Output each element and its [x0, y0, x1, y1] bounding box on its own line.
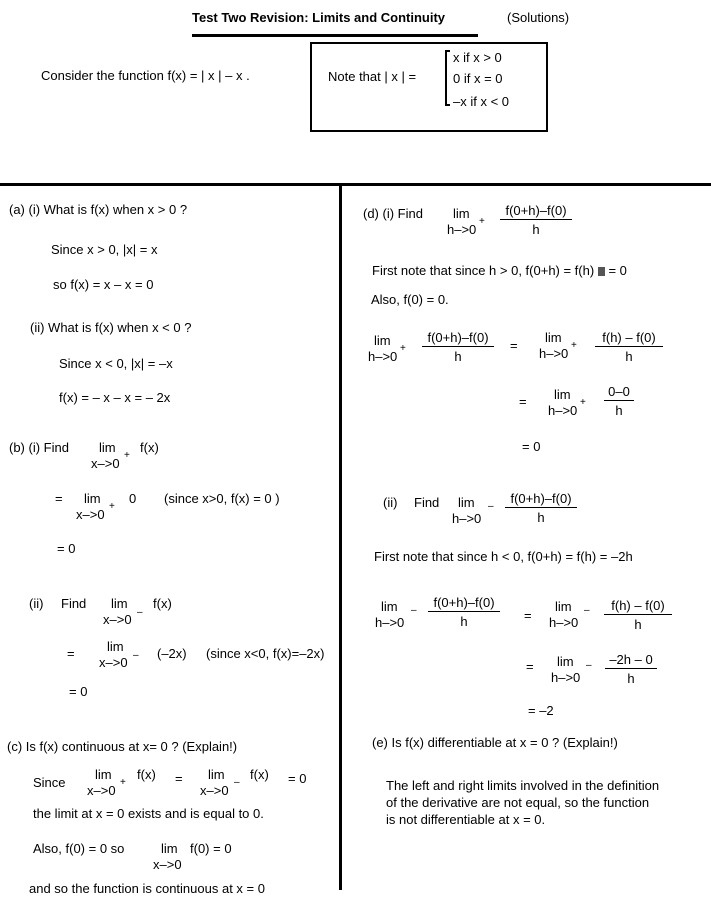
function-fx: f(x)	[250, 767, 269, 782]
page-subtitle: (Solutions)	[507, 10, 570, 25]
reason-b-ii: (since x<0, f(x)=–2x)	[206, 646, 325, 661]
lim-subscript: x–>0	[87, 783, 116, 798]
answer-a-line4: f(x) = – x – x = – 2x	[59, 390, 171, 405]
lim-label: lim	[381, 599, 398, 614]
brace-top	[445, 50, 450, 52]
lim-label: lim	[545, 330, 562, 345]
fraction-numerator: f(0+h)–f(0)	[510, 491, 572, 506]
case-zero: 0 if x = 0	[453, 71, 503, 86]
redaction-mark	[598, 267, 605, 276]
fraction-bar	[428, 611, 500, 612]
lim-label: lim	[458, 495, 475, 510]
plus-superscript: +	[580, 397, 586, 408]
function-fx: f(x)	[140, 440, 159, 455]
answer-e-line: of the derivative are not equal, so the function	[386, 795, 650, 810]
question-a-i: (a) (i) What is f(x) when x > 0 ?	[9, 202, 188, 217]
fraction-denominator: h	[634, 617, 642, 632]
equals-sign: =	[67, 646, 75, 661]
lim-label: lim	[84, 491, 101, 506]
equals-zero: = 0	[288, 771, 307, 786]
answer-c-line2: the limit at x = 0 exists and is equal to 0.	[33, 806, 264, 821]
note-label: Note that | x | =	[328, 69, 417, 84]
note-d-i	[372, 264, 627, 277]
case-positive: x if x > 0	[453, 50, 502, 65]
answer-c-also: Also, f(0) = 0 so	[33, 841, 125, 856]
fraction-bar	[422, 346, 494, 347]
plus-superscript: +	[124, 450, 130, 461]
plus-superscript: +	[400, 343, 406, 354]
fraction-numerator: 0–0	[608, 384, 630, 399]
fraction-numerator: f(h) – f(0)	[602, 330, 656, 345]
question-b-ii-label: (ii)	[29, 596, 44, 611]
find-label: Find	[61, 596, 87, 611]
fraction-denominator: h	[532, 222, 540, 237]
horizontal-divider	[0, 183, 711, 186]
fraction-bar	[604, 614, 672, 615]
answer-b-i: = 0	[57, 541, 76, 556]
minus-superscript: –	[488, 501, 494, 512]
fraction-numerator: f(0+h)–f(0)	[433, 595, 495, 610]
fraction-bar	[605, 668, 657, 669]
fraction-numerator: f(0+h)–f(0)	[505, 203, 567, 218]
value-neg2x: (–2x)	[157, 646, 187, 661]
equals-sign: =	[510, 338, 518, 353]
f0-value: f(0) = 0	[190, 841, 232, 856]
answer-e	[386, 777, 659, 828]
minus-superscript: –	[133, 650, 139, 661]
answer-a-line2: so f(x) = x – x = 0	[53, 277, 154, 292]
question-d-ii-label: (ii)	[383, 495, 398, 510]
minus-superscript: –	[137, 607, 143, 618]
lim-subscript: h–>0	[548, 403, 578, 418]
plus-superscript: +	[479, 216, 485, 227]
equals-sign: =	[524, 608, 532, 623]
fraction-denominator: h	[454, 349, 462, 364]
question-e: (e) Is f(x) differentiable at x = 0 ? (Explain!)	[372, 735, 618, 750]
reason-b-i: (since x>0, f(x) = 0 )	[164, 491, 280, 506]
case-negative: –x if x < 0	[453, 94, 509, 109]
fraction-bar	[595, 346, 663, 347]
function-definition: Consider the function f(x) = | x | – x .	[41, 68, 250, 83]
lim-subscript: h–>0	[375, 615, 405, 630]
minus-superscript: –	[586, 660, 592, 671]
lim-subscript: x–>0	[200, 783, 229, 798]
question-b-i: (b) (i) Find	[9, 440, 69, 455]
lim-label: lim	[107, 639, 124, 654]
lim-subscript: h–>0	[447, 222, 477, 237]
lim-label: lim	[374, 333, 391, 348]
title-underline	[192, 34, 478, 37]
fraction-bar	[500, 219, 572, 220]
answer-c-conclusion: and so the function is continuous at x = 0	[29, 881, 265, 896]
lim-subscript: h–>0	[539, 346, 569, 361]
result-d-i: = 0	[522, 439, 541, 454]
brace-bottom	[445, 104, 450, 106]
answer-e-line: is not differentiable at x = 0.	[386, 812, 546, 827]
answer-e-line: The left and right limits involved in the definition	[386, 778, 660, 793]
lim-label: lim	[161, 841, 178, 856]
equals-sign: =	[519, 394, 527, 409]
question-d-i: (d) (i) Find	[363, 206, 423, 221]
plus-superscript: +	[571, 340, 577, 351]
note-box	[310, 42, 548, 132]
cases-brace	[445, 50, 447, 106]
lim-subscript-zero: x–>0	[153, 857, 182, 872]
function-fx: f(x)	[153, 596, 172, 611]
question-c: (c) Is f(x) continuous at x= 0 ? (Explain!)	[7, 739, 238, 754]
lim-label: lim	[95, 767, 112, 782]
answer-a-line1: Since x > 0, |x| = x	[51, 242, 158, 257]
lim-label: lim	[111, 596, 128, 611]
lim-subscript: x–>0	[76, 507, 105, 522]
function-fx: f(x)	[137, 767, 156, 782]
lim-subscript: h–>0	[549, 615, 579, 630]
note-d-ii: First note that since h < 0, f(0+h) = f(h) = –2h	[374, 549, 633, 564]
lim-subscript: x–>0	[91, 456, 120, 471]
lim-subscript: h–>0	[368, 349, 398, 364]
fraction-bar	[505, 507, 577, 508]
lim-subscript: x–>0	[99, 655, 128, 670]
lim-subscript: h–>0	[551, 670, 581, 685]
fraction-numerator: –2h – 0	[609, 652, 653, 667]
equals-sign: =	[175, 771, 183, 786]
note-d-i-text: First note that since h > 0, f(0+h) = f(h)	[372, 263, 595, 278]
fraction-denominator: h	[460, 614, 468, 629]
find-label: Find	[414, 495, 440, 510]
fraction-numerator: f(0+h)–f(0)	[427, 330, 489, 345]
minus-superscript: –	[234, 777, 240, 788]
page-title: Test Two Revision: Limits and Continuity	[192, 10, 446, 25]
since-label: Since	[33, 775, 66, 790]
lim-label: lim	[557, 654, 574, 669]
equals-sign: =	[55, 491, 63, 506]
answer-b-ii: = 0	[69, 684, 88, 699]
equals-sign: =	[526, 659, 534, 674]
fraction-numerator: f(h) – f(0)	[611, 598, 665, 613]
question-a-ii: (ii) What is f(x) when x < 0 ?	[30, 320, 192, 335]
result-d-ii: = –2	[528, 703, 554, 718]
lim-subscript: h–>0	[452, 511, 482, 526]
minus-superscript: –	[584, 605, 590, 616]
column-divider	[339, 185, 342, 890]
fraction-denominator: h	[625, 349, 633, 364]
minus-superscript: –	[411, 605, 417, 616]
lim-subscript: x–>0	[103, 612, 132, 627]
lim-label: lim	[555, 599, 572, 614]
answer-a-line3: Since x < 0, |x| = –x	[59, 356, 173, 371]
value-zero: 0	[129, 491, 137, 506]
also-f0: Also, f(0) = 0.	[371, 292, 449, 307]
lim-label: lim	[554, 387, 571, 402]
note-d-i-end: = 0	[608, 263, 627, 278]
fraction-denominator: h	[537, 510, 545, 525]
fraction-bar	[604, 400, 634, 401]
fraction-denominator: h	[615, 403, 623, 418]
lim-label: lim	[208, 767, 225, 782]
plus-superscript: +	[120, 777, 126, 788]
lim-label: lim	[453, 206, 470, 221]
lim-label: lim	[99, 440, 116, 455]
fraction-denominator: h	[627, 671, 635, 686]
plus-superscript: +	[109, 501, 115, 512]
